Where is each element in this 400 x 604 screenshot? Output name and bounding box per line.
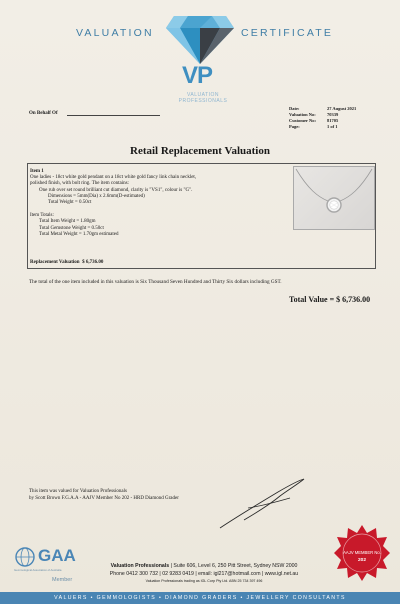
item-line-5: Total Weight = 0.50ct — [48, 200, 92, 206]
gaa-logo-text: GAA — [38, 546, 76, 565]
item-line-1: One ladies - 18ct white gold pendant on a 18ct white gold fancy link chain necklet, — [30, 175, 197, 181]
bottom-bar: VALUERS • GEMMOLOGISTS • DIAMOND GRADERS • JEWELLERY CONSULTANTS — [0, 592, 400, 604]
footer-info — [84, 563, 324, 586]
footer-trading: Valuation Professionals trading as IGL Corp Pty Ltd. ABN 25 734 397 496 — [145, 579, 263, 583]
gaa-subtitle: Gemmological Association of Australia — [14, 568, 62, 572]
aajv-seal-icon — [334, 525, 390, 581]
gaa-member: Member — [52, 577, 73, 583]
page-value: 1 of 1 — [327, 124, 338, 129]
valued-by — [29, 488, 179, 502]
seal-number: 202 — [357, 558, 367, 563]
valuation-no-label: Valuation No: — [289, 112, 316, 117]
page-title: Retail Replacement Valuation — [130, 145, 270, 157]
item-line-4: Dimensions = 5mm(Dia) x 2.6mm(D-estimated) — [48, 193, 145, 199]
total-metal-weight: Total Metal Weight = 1.70gm estimated — [39, 231, 119, 237]
valued-by-line-2: by Scott Brown F.G.A.A - AAJV Member No 202 - HRD Diamond Grader — [29, 496, 179, 501]
vp-logo: VP — [182, 62, 213, 89]
total-item-weight: Total Item Weight = 1.80gm — [39, 219, 96, 225]
page-label: Page: — [289, 124, 300, 129]
replacement-valuation — [30, 260, 103, 265]
item-totals-heading: Item Totals: — [30, 213, 54, 219]
item-heading: Item 1 — [30, 169, 44, 174]
total-gemstone-weight: Total Gemstone Weight = 0.50ct — [39, 225, 104, 231]
meta-block — [289, 106, 356, 130]
header-certificate: CERTIFICATE — [241, 27, 334, 39]
item-line-3: One rub over set round brilliant cut diamond, clarity is "VS1", colour is "G". — [39, 187, 193, 193]
total-text: The total of the one item included in this valuation is Six Thousand Seven Hundred and Thirty Six dollars including GST. — [29, 279, 282, 285]
behalf-label: On Behalf Of — [29, 111, 58, 116]
item-photo — [293, 166, 375, 230]
customer-no-value: 81705 — [327, 118, 339, 123]
replacement-valuation-amount: $ 6,736.00 — [82, 260, 104, 265]
item-description — [30, 169, 262, 238]
date-value: 27 August 2021 — [327, 106, 357, 111]
replacement-valuation-label: Replacement Valuation — [30, 260, 80, 265]
valuation-no-value: 70339 — [327, 112, 339, 117]
item-line-2: polished finish, with bolt ring. The item contains: — [30, 181, 129, 187]
date-label: Date: — [289, 106, 300, 111]
total-value: Total Value = $ 6,736.00 — [289, 295, 371, 304]
behalf-line — [67, 115, 160, 116]
header-valuation: VALUATION — [76, 27, 154, 39]
pendant-necklace-image — [294, 167, 374, 229]
footer-company: Valuation Professionals — [110, 563, 170, 569]
signature-image — [218, 476, 306, 531]
customer-no-label: Customer No: — [289, 118, 317, 123]
footer-address: | Suite 606, Level 6, 250 Pitt Street, Sydney NSW 2000 — [169, 563, 298, 569]
seal-text: AAJV MEMBER No. — [343, 550, 381, 555]
vp-logo-subtitle: VALUATION PROFESSIONALS — [178, 92, 228, 104]
valued-by-line-1: This item was valued for Valuation Professionals — [29, 489, 127, 494]
diamond-logo-icon — [166, 14, 234, 64]
item-box — [27, 163, 376, 269]
footer-contact: Phone 0412 300 732 | 02 9283 0419 | email: igl217@hotmail.com | www.igl.net.au — [109, 570, 299, 577]
